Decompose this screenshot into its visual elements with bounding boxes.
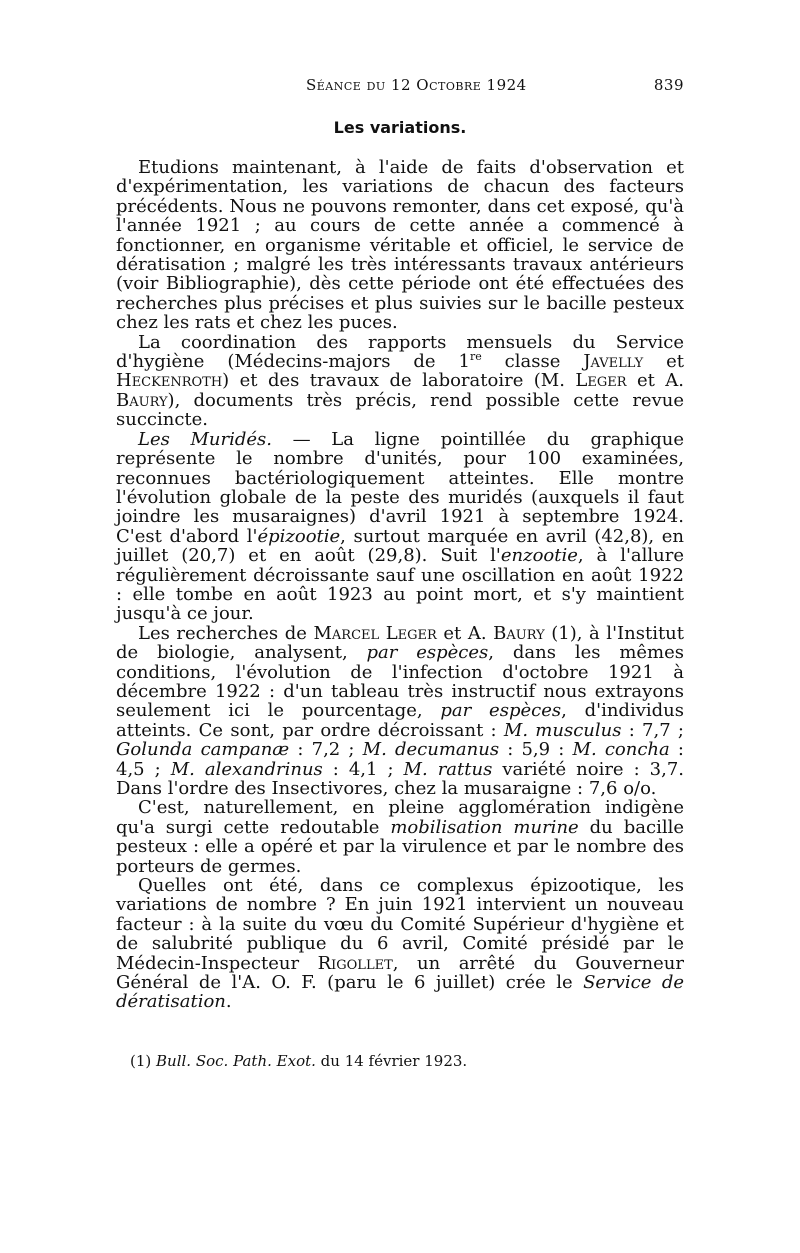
section-title: Les variations. (333, 118, 467, 137)
text-span: , dans les mêmes conditions, l'évolution de l'infection d'octobre 1921 à décembre 1922 : d'un tableau très instructif nous extrayons seulement ici le pourcentage, (116, 642, 685, 722)
ordinal-superscript: re (469, 350, 482, 364)
italic-term: épizootie (257, 525, 341, 547)
text-span: variété noire : 3,7. Dans l'ordre des Insectivores, chez la musaraigne : 7,6 o/o. (116, 758, 685, 799)
species-name: M. alexandrinus (170, 758, 323, 780)
species-name: M. musculus (503, 719, 622, 741)
running-head-title: Séance du 12 Octobre 1924 (306, 76, 527, 94)
text-span: et (643, 351, 684, 373)
species-name: M. rattus (403, 758, 493, 780)
author-name: Baury (493, 622, 545, 644)
footnote-marker: (1) (130, 1052, 157, 1070)
author-name: Marcel Leger (313, 622, 437, 644)
species-name: Golunda campanæ (116, 739, 290, 761)
paragraph-1: Etudions maintenant, à l'aide de faits d'observation et d'expérimentation, les variations de chacun des facteurs précédents. Nous ne pouvons remonter, dans cet exposé, qu'à l'année 1921 ; au cours de cette année a commencé à fonctionner, en organisme véritable et officiel, le service de dératisation ; malgré les très intéressants travaux antérieurs (voir Bibliographie), dès cette période ont été effectuées des recherches plus précises et plus suivies sur le bacille pesteux chez les rats et chez les puces. (116, 157, 684, 334)
paragraph-4 (116, 624, 684, 799)
author-name: Rigollet (317, 952, 393, 974)
italic-term: mobilisation murine (390, 816, 579, 838)
text-span: Quelles ont été, dans ce complexus épizootique, les variations de nombre ? En juin 1921 intervient un nouveau facteur : à la suite du vœu du Comité Supérieur d'hygiène et de salubrité publique du 6 avril, Comité présidé par le Médecin-Inspecteur (116, 875, 684, 974)
text-span: et A. (436, 622, 494, 644)
text-span: : 7,2 ; (289, 739, 363, 761)
text-span: : 4,5 ; (116, 739, 684, 780)
text-span: : 4,1 ; (322, 758, 404, 780)
body-text (116, 158, 684, 1012)
text-span: Les recherches de (138, 622, 314, 644)
author-name: Baury (116, 389, 168, 411)
paragraph-5 (116, 798, 684, 876)
text-span: du 14 février 1923. (315, 1052, 468, 1070)
text-span: . (225, 991, 232, 1013)
text-span: : 5,9 : (499, 739, 573, 761)
text-span: La coordination des rapports mensuels du Service d'hygiène (Médecins-majors de 1 (116, 331, 684, 373)
species-name: M. concha (572, 739, 670, 761)
author-name: Heckenroth (116, 370, 223, 392)
journal-title: Bull. Soc. Path. Exot. (156, 1052, 316, 1070)
italic-term: par espèces (440, 700, 562, 722)
subsection-heading: Les Muridés. (138, 428, 273, 450)
paragraph-3 (116, 430, 684, 624)
text-span: ), documents très précis, rend possible cette revue succincte. (116, 389, 684, 431)
text-span: , un arrêté du Gouverneur Général de l'A. O. F. (paru le 6 juillet) crée le (116, 952, 684, 994)
italic-term: enzootie (500, 545, 578, 567)
italic-term: par espèces (366, 642, 489, 664)
page-number: 839 (653, 76, 684, 94)
text-span: C'est, naturellement, en pleine agglomération indigène qu'a surgi cette redoutable (116, 797, 684, 838)
text-span: , à l'allure régulièrement décroissante sauf une oscillation en août 1922 : elle tombe en août 1923 au point mort, et s'y maintient jusqu'à ce jour. (116, 545, 684, 625)
footnote (130, 1052, 684, 1070)
text-span: ) et des travaux de laboratoire (M. (222, 370, 576, 392)
species-name: M. decumanus (362, 739, 500, 761)
italic-term: Service de dératisation (116, 972, 684, 1013)
author-name: Leger (575, 370, 627, 392)
paragraph-6 (116, 876, 684, 1012)
text-span: du bacille pesteux : elle a opéré et par la virulence et par le nombre des porteurs de germes. (116, 816, 684, 877)
text-span: (1), à l'Institut de biologie, analysent, (116, 622, 685, 664)
text-span: — La ligne pointillée du graphique représente le nombre d'unités, pour 100 examinées, reconnues bactériologiquement atteintes. Elle montre l'évolution globale de la peste des muridés (auxquels il faut joindre les musaraignes) d'avril 1921 à septembre 1924. C'est d'abord l' (116, 428, 684, 547)
text-span: et A. (626, 370, 684, 392)
paragraph-2 (116, 333, 684, 430)
author-name: Javelly (583, 351, 644, 373)
text-span: classe (481, 351, 584, 373)
text-span: : 7,7 ; (621, 719, 684, 741)
text-span: , surtout marquée en avril (42,8), en juillet (20,7) et en août (29,8). Suit l' (116, 525, 684, 567)
text-span: , d'individus atteints. Ce sont, par ordre décroissant : (116, 700, 684, 741)
